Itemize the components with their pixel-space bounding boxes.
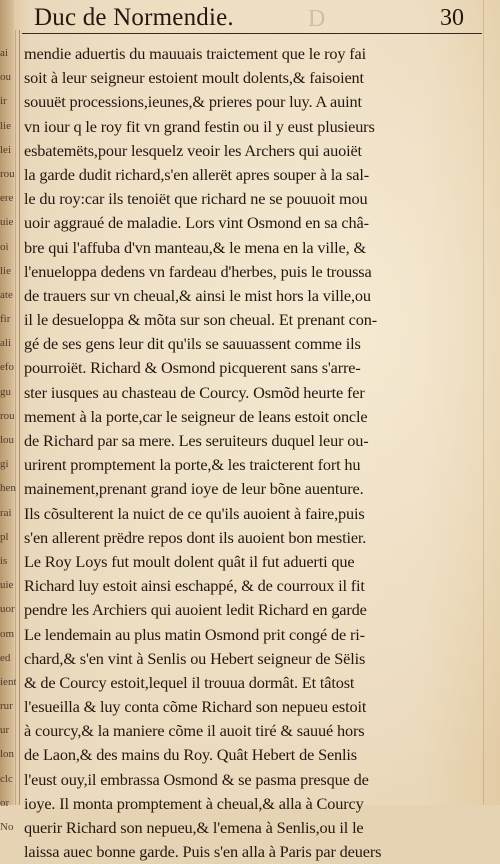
bleed-fragment: ou <box>0 71 11 84</box>
bleed-fragment: hen <box>0 482 16 495</box>
text-line: gé de ses gens leur dit qu'ils se sauuassent comme ils <box>24 334 361 354</box>
bleed-fragment: fir <box>0 313 11 326</box>
bleed-fragment: ere <box>0 192 14 205</box>
bleed-fragment: No <box>0 821 14 833</box>
text-line: souuët processions,ieunes,& prieres pour luy. A auint <box>24 92 362 112</box>
bleed-fragment: lou <box>0 434 15 446</box>
right-margin-rule <box>483 0 484 805</box>
bleed-fragment: efo <box>0 361 15 374</box>
text-line: la garde dudit richard,s'en allerët apres souper à la sal- <box>24 164 370 184</box>
text-line: vn iour q le roy fit vn grand festin ou il y eust plusieurs <box>24 116 375 136</box>
bleed-fragment: ai <box>0 47 8 59</box>
text-line: il le desueloppa & mõta sur son cheual. Et prenant con- <box>24 310 377 330</box>
bleed-fragment: ali <box>0 337 11 350</box>
text-line: uoir aggraué de maladie. Lors vint Osmond en sa châ- <box>24 213 369 233</box>
text-line: mainement,prenant grand ioye de leur bõne auenture. <box>24 479 364 499</box>
bleed-fragment: oi <box>0 240 9 253</box>
bleed-fragment: lie <box>0 119 11 132</box>
margin-rule <box>19 30 20 805</box>
bleed-fragment: uie <box>0 216 14 229</box>
text-line: esbatemëts,pour lesquelz veoir les Archers qui auoiët <box>24 140 362 160</box>
page-header <box>34 4 474 34</box>
body-text <box>24 42 482 864</box>
text-line: Le Roy Loys fut moult dolent quât il fut aduerti que <box>24 551 355 571</box>
text-line: chard,& s'en vint à Senlis ou Hebert seigneur de Sëlis <box>24 648 366 668</box>
text-line: l'enueloppa dedens vn fardeau d'herbes, puis le troussa <box>24 261 372 281</box>
bleed-fragment: ient <box>0 675 16 688</box>
text-line: mendie aduertis du mauuais traictement que le roy fai <box>24 44 366 63</box>
bleed-fragment: pl <box>0 530 9 543</box>
bleed-fragment: rur <box>0 700 13 713</box>
text-line: bre qui l'affuba d'vn manteau,& le mena en la ville, & <box>24 237 366 257</box>
bleed-fragment: uor <box>0 603 15 616</box>
text-line: laissa auec bonne garde. Puis s'en alla à Paris par deuers <box>24 842 382 862</box>
bleed-fragment: or <box>0 796 10 809</box>
text-line: Richard luy estoit ainsi eschappé, & de courroux il fit <box>24 576 365 596</box>
text-line: le du roy:car ils tenoiët que richard ne se pouuoit mou <box>24 189 368 209</box>
text-line: à courcy,& la maniere cõme il auoit tiré & sauué hors <box>24 721 365 741</box>
bleed-fragment: gu <box>0 385 11 398</box>
text-line: ster iusques au chasteau de Courcy. Osmõd heurte fer <box>24 382 365 402</box>
bleed-fragment: lie <box>0 264 11 277</box>
bleed-fragment: rou <box>0 409 15 422</box>
bleed-fragment: clc <box>0 772 13 785</box>
text-line: de Laon,& des mains du Roy. Quât Hebert de Senlis <box>24 745 357 765</box>
text-line: l'eust ouy,il embrassa Osmond & se pasma presque de <box>24 769 369 789</box>
text-line: de trauers sur vn cheual,& ainsi le mist hors la ville,ou <box>24 285 371 305</box>
text-line: querir Richard son nepueu,& l'emena à Senlis,ou il le <box>24 818 364 837</box>
text-line: l'esueilla & luy conta cõme Richard son nepueu estoit <box>24 697 367 717</box>
bleed-fragment: om <box>0 627 15 640</box>
bleed-fragment: ur <box>0 724 10 737</box>
text-line: mement à la porte,car le seigneur de leans estoit oncle <box>24 406 368 426</box>
text-line: pourroiët. Richard & Osmond picquerent sans s'arre- <box>24 358 361 378</box>
text-line: & de Courcy estoit,lequel il trouua dormât. Et tâtost <box>24 672 355 692</box>
text-line: pendre les Archiers qui auoient ledit Richard en garde <box>24 600 367 620</box>
text-line: ioye. Il monta promptement à cheual,& alla à Courcy <box>24 793 364 813</box>
bleed-fragment: lei <box>0 143 11 156</box>
bleed-fragment: lon <box>0 748 15 761</box>
facing-page-bleed-text <box>0 41 16 839</box>
text-line: soit à leur seigneur estoient moult dolents,& faisoient <box>24 68 364 88</box>
bleed-fragment: ed <box>0 651 11 664</box>
bleed-fragment: gi <box>0 458 9 471</box>
folio-number: 30 <box>440 5 464 31</box>
text-line: de Richard par sa mere. Les seruiteurs duquel leur ou- <box>24 431 369 450</box>
bleed-fragment: uie <box>0 579 14 592</box>
text-line: Le lendemain au plus matin Osmond prit congé de ri- <box>24 624 365 644</box>
bleed-fragment: ate <box>0 288 13 301</box>
bleed-fragment: ir <box>0 95 7 108</box>
bleed-fragment: rai <box>0 506 12 519</box>
text-line: Ils cõsulterent la nuict de ce qu'ils auoient à faire,puis <box>24 503 365 523</box>
header-rule <box>22 33 482 34</box>
text-line: urirent promptement la porte,& les traicterent fort hu <box>24 455 361 475</box>
show-through-text: D <box>308 6 326 32</box>
bleed-fragment: is <box>0 554 8 567</box>
running-head: Duc de Normendie. <box>34 4 234 31</box>
text-line: s'en allerent prëdre repos dont ils auoient bon mestier. <box>24 527 367 547</box>
bleed-fragment: rou <box>0 167 15 180</box>
